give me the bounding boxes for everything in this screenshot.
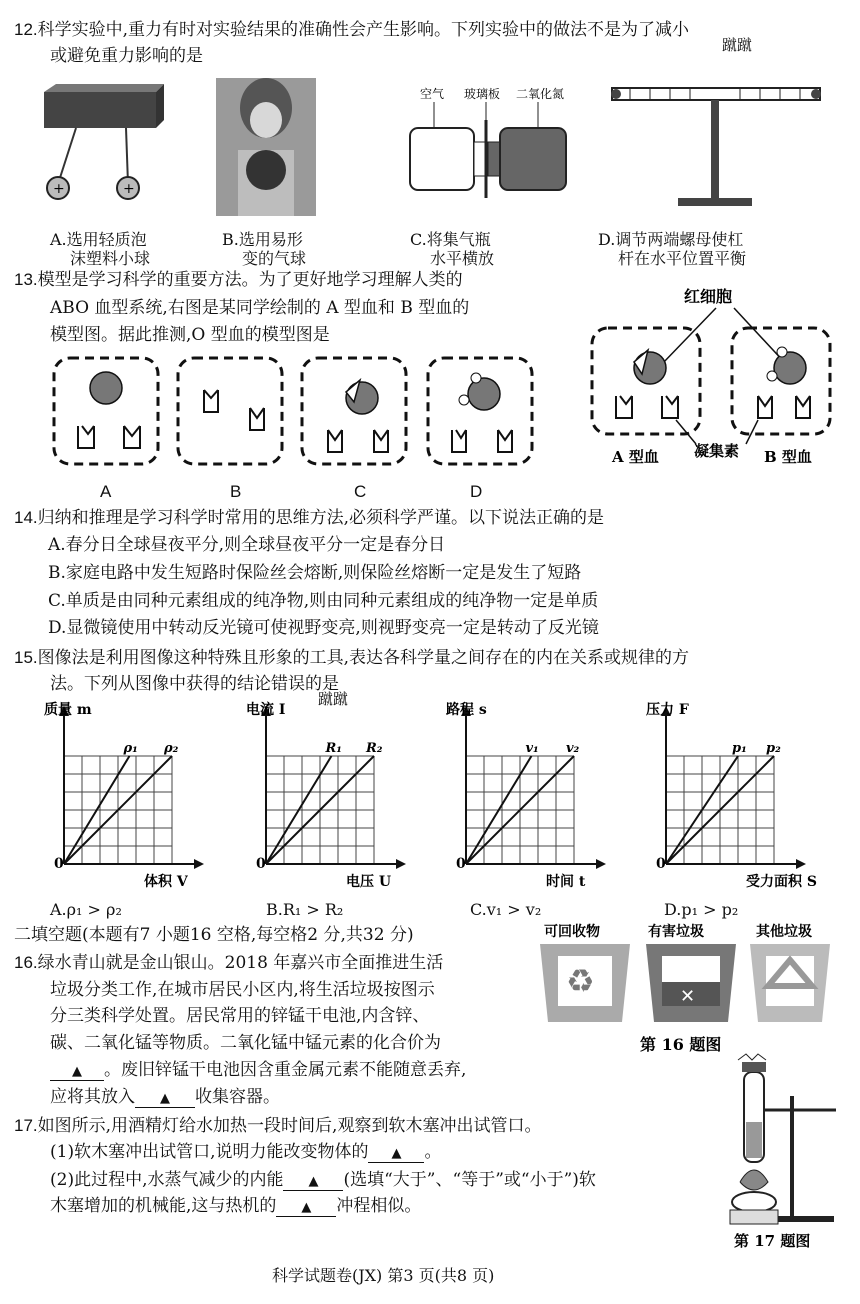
q15-graph-1 xyxy=(38,700,228,896)
series-label-2: p₂ xyxy=(766,741,781,756)
q13-choice-label-c: C xyxy=(354,482,367,501)
q14-option-a: A.春分日全球昼夜平分,则全球昼夜平分一定是春分日 xyxy=(48,535,446,555)
series-label-1: p₁ xyxy=(732,741,747,756)
q17-part2-line2: 木塞增加的机械能,这与热机的 ▲ 冲程相似。 xyxy=(50,1196,422,1216)
label-other-waste: 其他垃圾 xyxy=(756,924,812,940)
series-label-2: v₂ xyxy=(566,741,580,756)
q17-stem: 17.如图所示,用酒精灯给水加热一段时间后,观察到软木塞冲出试管口。 xyxy=(14,1116,542,1136)
q15-graph-3 xyxy=(440,700,630,896)
y-axis-label: 电流 I xyxy=(246,702,286,718)
origin-label: 0 xyxy=(456,856,466,872)
q17-blank-1[interactable]: ▲ xyxy=(368,1142,424,1163)
q15-option-d: D.p₁ > p₂ xyxy=(664,900,739,919)
q12-stem-line2: 或避免重力影响的是 xyxy=(50,46,203,66)
q12-figure-b xyxy=(216,78,316,216)
section-2-heading: 二填空题(本题有7 小题16 空格,每空格2 分,共32 分) xyxy=(14,925,414,945)
q13-stem-line3: 模型图。据此推测,O 型血的模型图是 xyxy=(50,325,330,345)
q17-blank-2[interactable]: ▲ xyxy=(283,1170,343,1191)
origin-label: 0 xyxy=(256,856,266,872)
q15-option-a: A.ρ₁ > ρ₂ xyxy=(50,900,122,919)
y-axis-label: 路程 s xyxy=(446,702,487,718)
series-label-1: ρ₁ xyxy=(123,741,138,756)
q13-choice-models xyxy=(50,354,430,470)
svg-text:+: + xyxy=(53,181,65,197)
q15-option-b: B.R₁ > R₂ xyxy=(266,900,344,919)
label-harmful: 有害垃圾 xyxy=(648,924,704,940)
q15-graph-4 xyxy=(640,700,830,896)
q17-blank-3[interactable]: ▲ xyxy=(276,1196,336,1217)
page-footer: 科学试题卷(JX) 第3 页(共8 页) xyxy=(272,1266,495,1285)
x-axis-label: 电压 U xyxy=(346,874,392,890)
q14-option-d: D.显微镜使用中转动反光镜可使视野变亮,则视野变亮一定是转动了反光镜 xyxy=(48,618,599,638)
q16-blank-1[interactable]: ▲ xyxy=(50,1060,104,1081)
q12-figure-c xyxy=(406,84,582,214)
q15-graph-2 xyxy=(240,700,430,896)
label-recyclable: 可回收物 xyxy=(544,924,600,940)
q17-caption: 第 17 题图 xyxy=(734,1232,811,1250)
label-air: 空气 xyxy=(420,87,445,101)
svg-text:+: + xyxy=(123,181,135,197)
label-red-blood-cell: 红细胞 xyxy=(684,287,733,306)
q15-stray-mark: 蹴蹴 xyxy=(318,690,349,708)
q16-line6: 应将其放入 ▲ 收集容器。 xyxy=(50,1087,280,1107)
label-b-type: B 型血 xyxy=(764,448,812,466)
q16-blank-2[interactable]: ▲ xyxy=(135,1087,195,1108)
q16-line5: ▲ 。废旧锌锰干电池因含重金属元素不能随意丢弃, xyxy=(50,1060,466,1081)
x-axis-label: 受力面积 S xyxy=(746,874,817,890)
origin-label: 0 xyxy=(54,856,64,872)
q13-stem-line2: ABO 血型系统,右图是某同学绘制的 A 型血和 B 型血的 xyxy=(50,298,470,318)
q17-figure xyxy=(726,1052,844,1252)
q16-figure xyxy=(536,920,836,1060)
q17-part2-line1: (2)此过程中,水蒸气减少的内能 ▲ (选填“大于”、“等于”或“小于”)软 xyxy=(50,1170,596,1190)
q14-stem: 14.归纳和推理是学习科学时常用的思维方法,必须科学严谨。以下说法正确的是 xyxy=(14,508,605,528)
y-axis-label: 压力 F xyxy=(646,702,689,718)
label-a-type: A 型血 xyxy=(612,448,659,466)
label-glass: 玻璃板 xyxy=(464,87,501,101)
q13-choice-d-model xyxy=(424,354,544,470)
q15-option-c: C.v₁ > v₂ xyxy=(470,900,542,919)
x-axis-label: 体积 V xyxy=(144,874,188,890)
series-label-1: R₁ xyxy=(325,741,342,756)
svg-text:♻: ♻ xyxy=(566,962,595,1000)
label-agglutinin: 凝集素 xyxy=(694,442,740,460)
q12-figure-a xyxy=(36,84,166,214)
q12-option-c: C.将集气瓶 水平横放 xyxy=(410,230,495,269)
q12-option-d: D.调节两端螺母使杠 杆在水平位置平衡 xyxy=(598,230,747,269)
series-label-2: R₂ xyxy=(366,741,383,756)
q15-stem-line2: 法。下列从图像中获得的结论错误的是 xyxy=(50,674,339,694)
q13-stem-line1: 13.模型是学习科学的重要方法。为了更好地学习理解人类的 xyxy=(14,270,463,290)
series-label-1: v₁ xyxy=(525,741,539,756)
series-label-2: ρ₂ xyxy=(164,741,179,756)
q15-stem-line1: 15.图像法是利用图像这种特殊且形象的工具,表达各科学量之间存在的内在关系或规律的方 xyxy=(14,648,690,668)
q12-stem-line1: 12.科学实验中,重力有时对实验结果的准确性会产生影响。下列实验中的做法不是为了减小 xyxy=(14,20,690,40)
label-co2: 二氧化氮 xyxy=(516,87,565,101)
q12-figure-d xyxy=(610,84,824,214)
svg-text:✕: ✕ xyxy=(680,986,696,1007)
q13-choice-label-d: D xyxy=(470,482,483,501)
q16-caption: 第 16 题图 xyxy=(640,1035,722,1054)
q16-line3: 分三类科学处置。居民常用的锌锰干电池,内含锌、 xyxy=(50,1006,430,1026)
q16-line4: 碳、二氧化锰等物质。二氧化锰中锰元素的化合价为 xyxy=(50,1033,441,1053)
y-axis-label: 质量 m xyxy=(44,702,92,718)
q12-option-b: B.选用易形 变的气球 xyxy=(222,230,307,269)
q16-line1: 16.绿水青山就是金山银山。2018 年嘉兴市全面推进生活 xyxy=(14,953,444,973)
q16-line2: 垃圾分类工作,在城市居民小区内,将生活垃圾按图示 xyxy=(50,980,435,1000)
q14-option-b: B.家庭电路中发生短路时保险丝会熔断,则保险丝熔断一定是发生了短路 xyxy=(48,563,582,583)
origin-label: 0 xyxy=(656,856,666,872)
q14-option-c: C.单质是由同种元素组成的纯净物,则由同种元素组成的纯净物一定是单质 xyxy=(48,591,599,611)
q13-reference-figure xyxy=(586,284,836,474)
x-axis-label: 时间 t xyxy=(546,874,586,890)
q12-option-a: A.选用轻质泡 沫塑料小球 xyxy=(50,230,151,269)
q13-choice-label-a: A xyxy=(100,482,112,501)
q13-choice-label-b: B xyxy=(230,482,242,501)
q12-stray-mark: 蹴蹴 xyxy=(722,36,753,54)
q17-part1: (1)软木塞冲出试管口,说明力能改变物体的 ▲ 。 xyxy=(50,1142,442,1162)
